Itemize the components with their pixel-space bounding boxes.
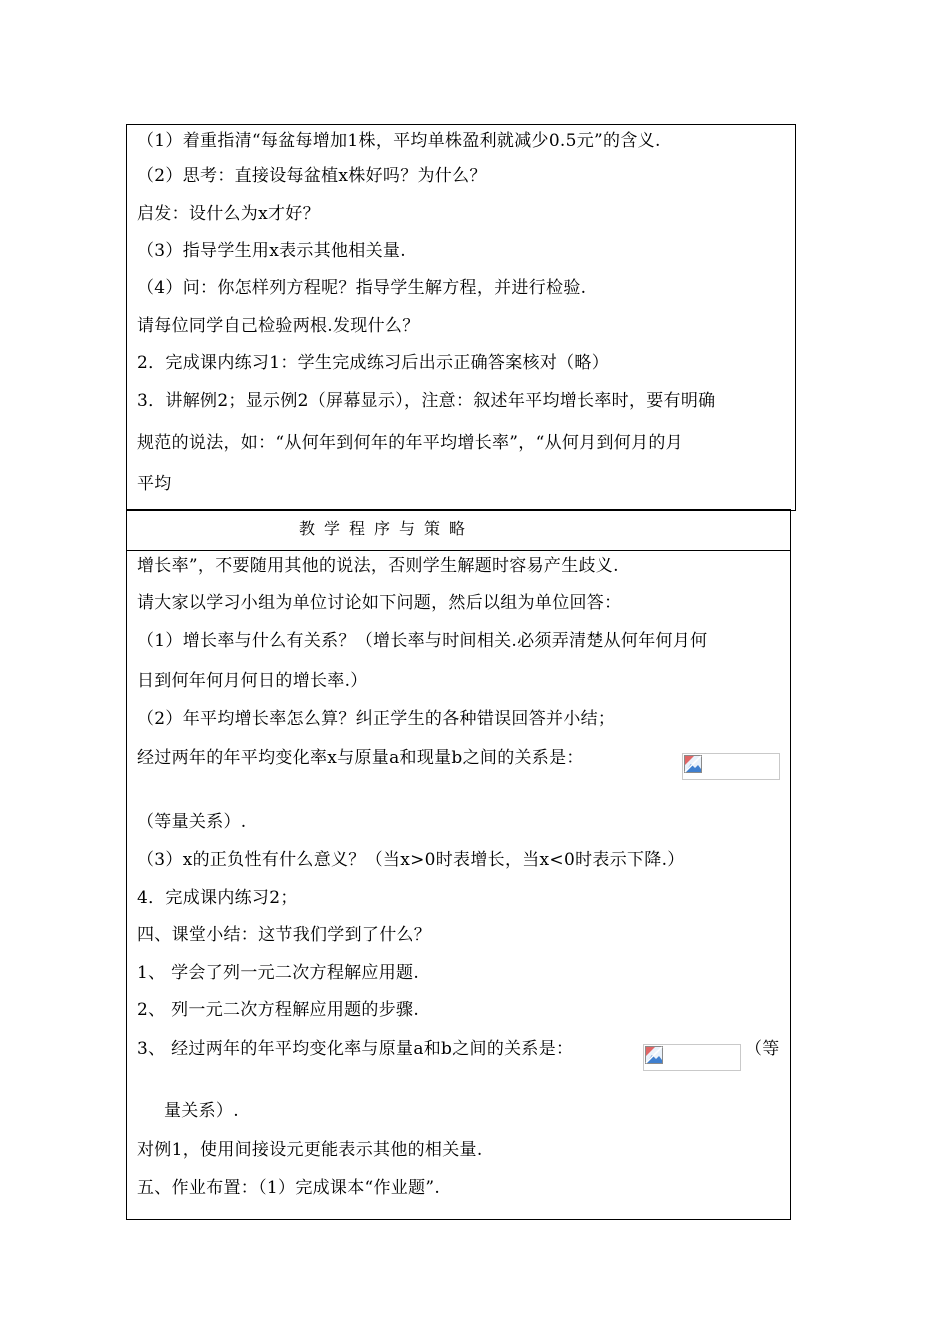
text-line: 规范的说法，如：“从何年到何年的年平均增长率”，“从何月到何月的月 [137, 433, 683, 453]
lesson-section-2 [126, 509, 791, 1220]
header-divider [127, 550, 790, 551]
text-line: （2）思考：直接设每盆植x株好吗？为什么？ [137, 166, 487, 186]
text-line: 四、课堂小结：这节我们学到了什么？ [137, 925, 432, 945]
text-line: 1、 学会了列一元二次方程解应用题. [137, 963, 420, 983]
text-line: 经过两年的年平均变化率x与原量a和现量b之间的关系是： [137, 748, 584, 768]
text-line: 3．讲解例2；显示例2（屏幕显示），注意：叙述年平均增长率时，要有明确 [137, 391, 716, 411]
lesson-section-1 [126, 124, 796, 511]
text-line: （1）着重指清“每盆每增加1株，平均单株盈利就减少0.5元”的含义. [137, 131, 661, 151]
text-line: 2．完成课内练习1：学生完成练习后出示正确答案核对（略） [137, 353, 610, 373]
text-line: 请每位同学自己检验两根.发现什么？ [137, 316, 420, 336]
text-line: 量关系）. [164, 1101, 239, 1121]
text-line: （等量关系）. [137, 812, 247, 832]
text-line: 对例1，使用间接设元更能表示其他的相关量. [137, 1140, 483, 1160]
text-line: 日到何年何月何日的增长率.） [137, 671, 368, 691]
text-line: （3）指导学生用x表示其他相关量. [137, 241, 406, 261]
section-header: 教学程序与策略 [299, 519, 475, 538]
text-line: 3、 经过两年的年平均变化率与原量a和b之间的关系是： [137, 1039, 574, 1059]
broken-image-icon [645, 1046, 663, 1064]
text-line: 请大家以学习小组为单位讨论如下问题，然后以组为单位回答： [137, 593, 622, 613]
text-line: 增长率”，不要随用其他的说法，否则学生解题时容易产生歧义. [137, 556, 619, 576]
text-line: 五、作业布置：（1）完成课本“作业题”. [137, 1178, 441, 1198]
text-line: （1）增长率与什么有关系？（增长率与时间相关.必须弄清楚从何年何月何 [137, 631, 708, 651]
text-line: （4）问：你怎样列方程呢？指导学生解方程，并进行检验. [137, 278, 587, 298]
text-line: 4．完成课内练习2； [137, 888, 298, 908]
text-line: 2、 列一元二次方程解应用题的步骤. [137, 1000, 420, 1020]
text-line: 平均 [137, 474, 172, 494]
text-line: （等 [745, 1039, 780, 1059]
formula-image-placeholder [643, 1044, 741, 1071]
formula-image-placeholder [682, 753, 780, 780]
text-line: 启发：设什么为x才好？ [137, 204, 320, 224]
broken-image-icon [684, 755, 702, 773]
text-line: （2）年平均增长率怎么算？纠正学生的各种错误回答并小结； [137, 709, 616, 729]
text-line: （3）x的正负性有什么意义？（当x>0时表增长，当x<0时表示下降.） [137, 850, 685, 870]
